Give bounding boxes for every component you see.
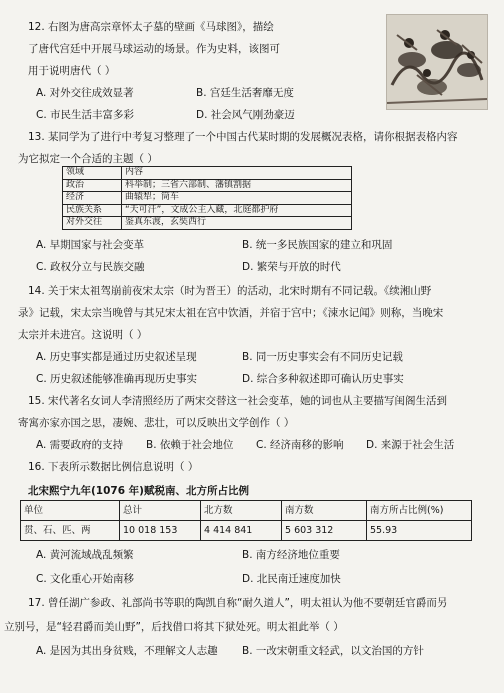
q15-stem-line-2: 寄寓亦家亦国之思，凄婉、悲壮，可以反映出文学创作（ ） [18, 417, 295, 429]
table-cell: 曲辕犁；筒车 [122, 192, 352, 205]
table-cell: 内容 [122, 167, 352, 180]
q15-option-c[interactable]: C. 经济南移的影响 [256, 439, 344, 451]
q13-stem-line-2: 为它拟定一个合适的主题（ ） [18, 153, 158, 165]
q12-stem-line-3: 用于说明唐代（ ） [28, 65, 116, 77]
table-cell: 经济 [63, 192, 122, 205]
q16-option-a[interactable]: A. 黄河流域战乱频繁 [36, 549, 134, 561]
q12-option-c[interactable]: C. 市民生活丰富多彩 [36, 109, 135, 121]
q14-option-c[interactable]: C. 历史叙述能够准确再现历史事实 [36, 373, 198, 385]
q14-option-a[interactable]: A. 历史事实都是通过历史叙述呈现 [36, 351, 197, 363]
table-cell: 对外交往 [63, 217, 122, 230]
q12-option-a[interactable]: A. 对外交往成效显著 [36, 87, 134, 99]
q17-stem-line-1: 17. 曾任湖广参政、礼部尚书等职的陶凯自称“耐久道人”，明太祖认为他不要朝廷官爵而另 [28, 597, 448, 609]
table-cell: 领域 [63, 167, 122, 180]
table-cell: 政治 [63, 179, 122, 192]
table-row [21, 521, 472, 541]
table-cell: 4 414 841 [201, 521, 282, 541]
q16-option-c[interactable]: C. 文化重心开始南移 [36, 573, 135, 585]
q13-option-c[interactable]: C. 政权分立与民族交融 [36, 261, 145, 273]
q13-option-b[interactable]: B. 统一多民族国家的建立和巩固 [242, 239, 393, 251]
q13-option-a[interactable]: A. 早期国家与社会变革 [36, 239, 145, 251]
table-header-cell: 总计 [120, 501, 201, 521]
q15-option-b[interactable]: B. 依赖于社会地位 [146, 439, 234, 451]
q12-option-b[interactable]: B. 宫廷生活奢靡无度 [196, 87, 294, 99]
q17-option-a[interactable]: A. 是因为其出身贫贱，不理解文人志趣 [36, 645, 218, 657]
q14-stem-line-2: 录》记载，宋太宗当晚曾与其兄宋太祖在宫中饮酒，并宿于宫中；《涑水记闻》则称，当晚宋 [18, 307, 444, 319]
table-header-cell: 北方数 [201, 501, 282, 521]
q13-stem-line-1: 13. 某同学为了进行中考复习整理了一个中国古代某时期的发展概况表格，请你根据表格内容 [28, 131, 458, 143]
q14-option-d[interactable]: D. 综合多种叙述即可确认历史事实 [242, 373, 404, 385]
q13-option-d[interactable]: D. 繁荣与开放的时代 [242, 261, 341, 273]
table-cell: 鉴真东渡，玄奘西行 [122, 217, 352, 230]
table-cell: 科举制；三省六部制、藩镇割据 [122, 179, 352, 192]
table-row [63, 204, 352, 217]
table-row [21, 501, 472, 521]
table-row [63, 217, 352, 230]
table-row [63, 192, 352, 205]
table-cell: 贯、石、匹、两 [21, 521, 120, 541]
q12-option-d[interactable]: D. 社会风气刚劲豪迈 [196, 109, 295, 121]
q14-stem-line-1: 14. 关于宋太祖驾崩前夜宋太宗（时为晋王）的活动，北宋时期有不同记载。《续湘山野 [28, 285, 432, 297]
q14-option-b[interactable]: B. 同一历史事实会有不同历史记载 [242, 351, 403, 363]
polo-mural-image [386, 14, 488, 110]
table-cell: 55.93 [367, 521, 472, 541]
table-cell: 民族关系 [63, 204, 122, 217]
q12-stem-line-2: 了唐代宫廷中开展马球运动的场景。作为史料，该图可 [28, 43, 280, 55]
q17-option-b[interactable]: B. 一改宋朝重文轻武，以文治国的方针 [242, 645, 424, 657]
table-row [63, 167, 352, 180]
q16-stem: 16. 下表所示数据比例信息说明（ ） [28, 461, 199, 473]
q15-stem-line-1: 15. 宋代著名女词人李清照经历了两宋交替这一社会变革，她的词也从主要描写闺阁生活到 [28, 395, 448, 407]
table-cell: “天可汗”，文成公主入藏，北庭都护府 [122, 204, 352, 217]
q13-table [62, 166, 352, 230]
q16-option-b[interactable]: B. 南方经济地位重要 [242, 549, 340, 561]
q14-stem-line-3: 太宗并未进宫。这说明（ ） [18, 329, 148, 341]
table-row [63, 179, 352, 192]
table-cell: 5 603 312 [282, 521, 367, 541]
q16-option-d[interactable]: D. 北民南迁速度加快 [242, 573, 341, 585]
q16-table-caption: 北宋熙宁九年(1076 年)赋税南、北方所占比例 [28, 485, 249, 497]
q16-table [20, 500, 472, 541]
q12-stem-line-1: 12. 右图为唐高宗章怀太子墓的壁画《马球图》，描绘 [28, 21, 274, 33]
q15-option-a[interactable]: A. 需要政府的支持 [36, 439, 124, 451]
q17-stem-line-2: 立别号，是“轻君爵而美山野”，后找借口将其下狱处死。明太祖此举（ ） [4, 621, 344, 633]
q15-option-d[interactable]: D. 来源于社会生活 [366, 439, 455, 451]
table-cell: 10 018 153 [120, 521, 201, 541]
table-header-cell: 单位 [21, 501, 120, 521]
table-header-cell: 南方所占比例(%) [367, 501, 472, 521]
table-header-cell: 南方数 [282, 501, 367, 521]
